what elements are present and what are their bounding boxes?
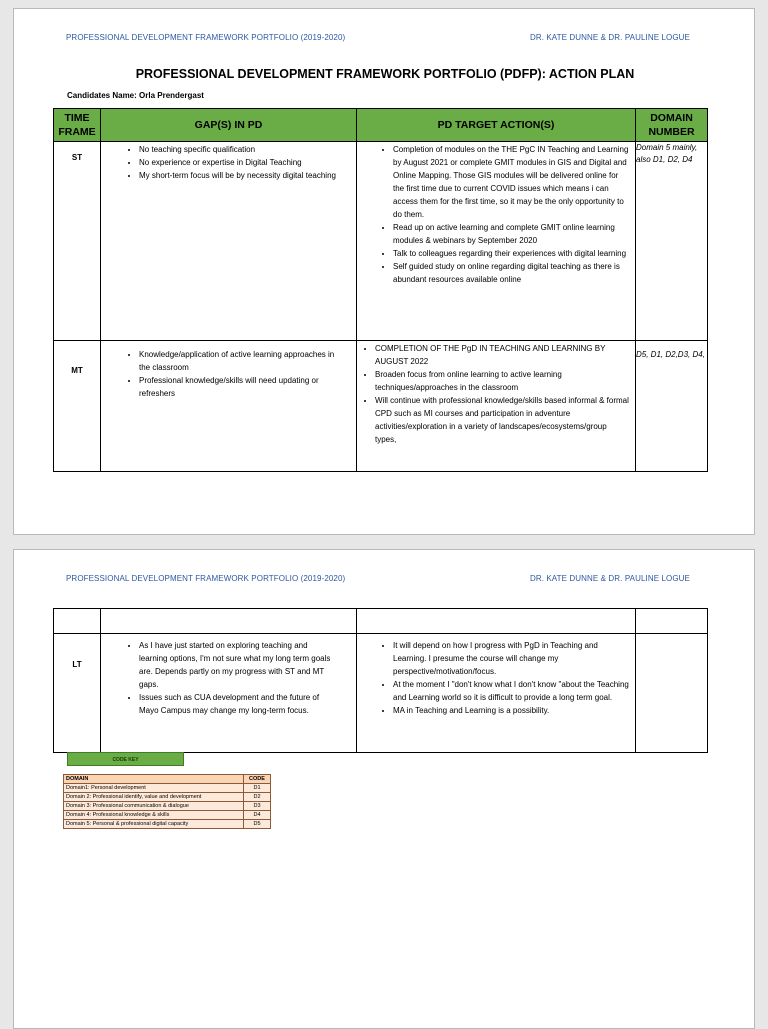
time-frame-cell: MT [54, 341, 101, 472]
table-row [64, 793, 271, 802]
domain-name: Domain 2: Professional identify, value and development [64, 793, 244, 802]
code-table-header-code: CODE [244, 775, 271, 784]
document-page-2 [13, 549, 755, 1029]
domain-name: Domain 3: Professional communication & dialogue [64, 802, 244, 811]
list-item: • As I have just started on exploring teaching and learning options, I'm not sure what my long term goals are. Depends partly on my progress with ST and MT gaps. [139, 639, 338, 691]
code-key-label: CODE KEY [67, 752, 184, 766]
column-header-actions: PD TARGET ACTION(S) [357, 109, 636, 142]
table-header-row [54, 109, 708, 142]
gaps-cell [101, 142, 357, 341]
gaps-cell [101, 634, 357, 753]
list-item: • My short-term focus will be by necessity digital teaching [139, 169, 338, 182]
gaps-list [101, 348, 356, 400]
table-row [64, 784, 271, 793]
list-item: • COMPLETION OF THE PgD IN TEACHING AND LEARNING BY AUGUST 2022 [375, 342, 629, 368]
domain-code-table [63, 774, 271, 829]
list-item: • Issues such as CUA development and the future of Mayo Campus may change my long-term focus. [139, 691, 338, 717]
domain-name: Domain 5: Personal & professional digital capacity [64, 820, 244, 829]
domain-code: D3 [244, 802, 271, 811]
list-item: • At the moment I "don't know what I don't know "about the Teaching and Learning world so it is difficult to provide a long term goal. [393, 678, 629, 704]
column-header-domain: DOMAIN NUMBER [636, 109, 708, 142]
action-plan-table-continued [53, 608, 708, 753]
actions-list [357, 639, 635, 717]
empty-row [54, 609, 708, 634]
code-table-header-domain: DOMAIN [64, 775, 244, 784]
list-item: • Knowledge/application of active learning approaches in the classroom [139, 348, 338, 374]
list-item: • Read up on active learning and complete GMIT online learning modules & webinars by September 2020 [393, 221, 629, 247]
list-item: • Will continue with professional knowledge/skills based informal & formal CPD such as MI courses and participation in adventure activities/exploration in a variety of landscapes/ecosystems/group types, [375, 394, 629, 446]
candidate-name: Candidates Name: Orla Prendergast [67, 91, 204, 100]
list-item: • No teaching specific qualification [139, 143, 338, 156]
time-frame-cell: LT [54, 634, 101, 753]
table-row [64, 820, 271, 829]
list-item: • Talk to colleagues regarding their experiences with digital learning [393, 247, 629, 260]
domain-code: D1 [244, 784, 271, 793]
domain-code: D2 [244, 793, 271, 802]
domain-name: Domain1: Personal development [64, 784, 244, 793]
actions-cell [357, 341, 636, 472]
gaps-list [101, 143, 356, 182]
domain-code: D5 [244, 820, 271, 829]
table-row-st [54, 142, 708, 341]
list-item: • Professional knowledge/skills will need updating or refreshers [139, 374, 338, 400]
actions-list [357, 342, 635, 446]
list-item: • MA in Teaching and Learning is a possibility. [393, 704, 629, 717]
column-header-gaps: GAP(S) IN PD [101, 109, 357, 142]
column-header-time-frame: TIME FRAME [54, 109, 101, 142]
document-title: PROFESSIONAL DEVELOPMENT FRAMEWORK PORTFOLIO (PDFP): ACTION PLAN [135, 67, 635, 81]
list-item: • It will depend on how I progress with PgD in Teaching and Learning. I presume the course will change my perspective/motivation/focus. [393, 639, 629, 678]
gaps-list [101, 639, 356, 717]
actions-cell [357, 634, 636, 753]
list-item: • No experience or expertise in Digital Teaching [139, 156, 338, 169]
gaps-cell [101, 341, 357, 472]
list-item: • Broaden focus from online learning to active learning techniques/approaches in the classroom [375, 368, 629, 394]
domain-cell: Domain 5 mainly, also D1, D2, D4 [636, 142, 708, 341]
domain-name: Domain 4: Professional knowledge & skills [64, 811, 244, 820]
table-row-lt [54, 634, 708, 753]
running-header-title: PROFESSIONAL DEVELOPMENT FRAMEWORK PORTFOLIO (2019-2020) [66, 574, 346, 583]
running-header-authors: DR. KATE DUNNE & DR. PAULINE LOGUE [529, 574, 690, 583]
actions-list [357, 143, 635, 286]
table-row-mt [54, 341, 708, 472]
table-row [64, 811, 271, 820]
running-header-title: PROFESSIONAL DEVELOPMENT FRAMEWORK PORTFOLIO (2019-2020) [66, 33, 346, 42]
domain-cell: D5, D1, D2,D3, D4, [636, 341, 708, 472]
actions-cell [357, 142, 636, 341]
action-plan-table [53, 108, 708, 472]
code-table-header-row [64, 775, 271, 784]
table-row [64, 802, 271, 811]
list-item: • Completion of modules on the THE PgC IN Teaching and Learning by August 2021 or complete GMIT modules in GIS and Digital and Online Mapping. Those GIS modules will be delivered online for the first time due to current COVID issues which means i can access them for the first time, so it may be the only opportunity to do them. [393, 143, 629, 221]
time-frame-cell: ST [54, 142, 101, 341]
domain-cell [636, 634, 708, 753]
document-page-1 [13, 8, 755, 535]
list-item: • Self guided study on online regarding digital teaching as there is abundant resources available online [393, 260, 629, 286]
domain-code: D4 [244, 811, 271, 820]
running-header-authors: DR. KATE DUNNE & DR. PAULINE LOGUE [529, 33, 690, 42]
